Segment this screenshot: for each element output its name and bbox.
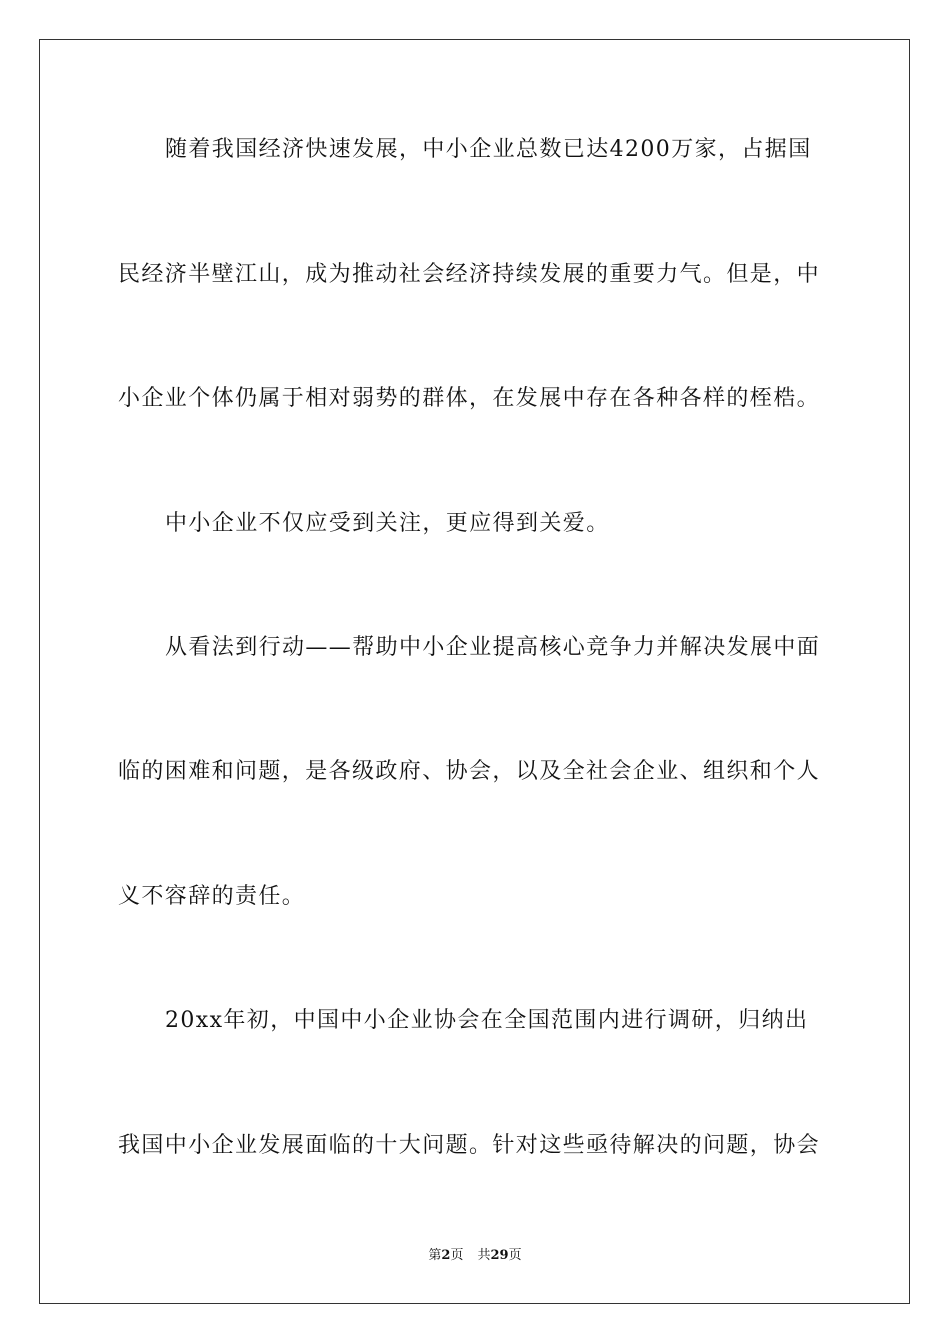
text-line-7: 义不容辞的责任。 — [118, 884, 306, 909]
text-line-5: 从看法到行动——帮助中小企业提高核心竞争力并解决发展中面 — [165, 635, 821, 660]
footer-total-pages: 29 — [490, 1248, 509, 1263]
footer-page-suffix: 页 — [450, 1248, 464, 1263]
footer-page-number: 2 — [441, 1248, 451, 1263]
page-footer — [0, 1248, 950, 1264]
text-line-9: 我国中小企业发展面临的十大问题。针对这些亟待解决的问题，协会 — [118, 1133, 821, 1158]
text-line-8: 20xx年初，中国中小企业协会在全国范围内进行调研，归纳出 — [165, 1008, 809, 1033]
page-frame — [39, 39, 910, 1304]
footer-total-suffix: 页 — [508, 1248, 522, 1263]
text-line-2: 民经济半壁江山，成为推动社会经济持续发展的重要力气。但是，中 — [118, 262, 821, 287]
footer-page-prefix: 第 — [428, 1248, 442, 1263]
footer-total-prefix: 共 — [477, 1248, 491, 1263]
text-line-3: 小企业个体仍属于相对弱势的群体，在发展中存在各种各样的桎梏。 — [118, 386, 821, 411]
text-line-4: 中小企业不仅应受到关注，更应得到关爱。 — [165, 511, 610, 536]
text-line-6: 临的困难和问题，是各级政府、协会，以及全社会企业、组织和个人 — [118, 759, 821, 784]
text-line-1: 随着我国经济快速发展，中小企业总数已达4200万家，占据国 — [165, 137, 812, 162]
